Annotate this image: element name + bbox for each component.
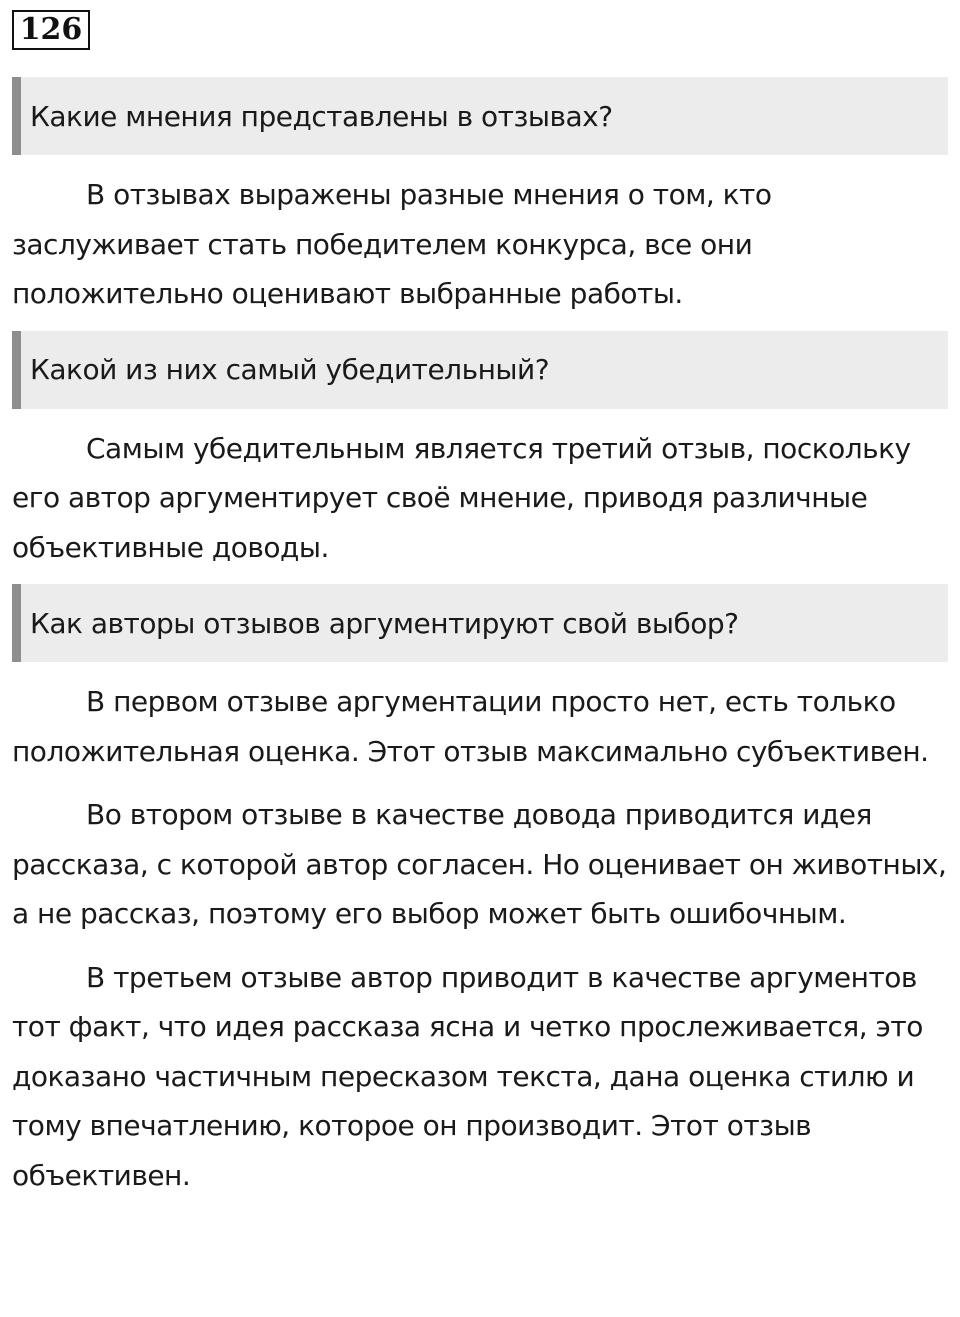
- answer-paragraph: В третьем отзыве автор приводит в качестве аргументов тот факт, что идея рассказа ясна и четко прослеживается, это доказано частичным пересказом текста, дана оценка стилю и тому впечатлению, которое он производит. Этот отзыв объективен.: [12, 960, 923, 1192]
- answer-paragraph: Во втором отзыве в качестве довода приводится идея рассказа, с которой автор согласен. Но оценивает он животных, а не рассказ, поэтому его выбор может быть ошибочным.: [12, 798, 947, 930]
- content: [12, 77, 948, 1200]
- answer-paragraph: В первом отзыве аргументации просто нет, есть только положительная оценка. Этот отзыв максимально субъективен.: [12, 685, 929, 768]
- question-heading: Какие мнения представлены в отзывах?: [12, 77, 948, 155]
- answer-paragraph: Самым убедительным является третий отзыв, поскольку его автор аргументирует своё мнение, приводя различные объективные доводы.: [12, 431, 911, 564]
- task-number-badge: 126: [12, 10, 90, 50]
- answer-paragraph: В отзывах выражены разные мнения о том, кто заслуживает стать победителем конкурса, все они положительно оценивают выбранные работы.: [12, 178, 772, 310]
- question-heading: Как авторы отзывов аргументируют свой выбор?: [12, 584, 948, 662]
- question-heading: Какой из них самый убедительный?: [12, 331, 948, 409]
